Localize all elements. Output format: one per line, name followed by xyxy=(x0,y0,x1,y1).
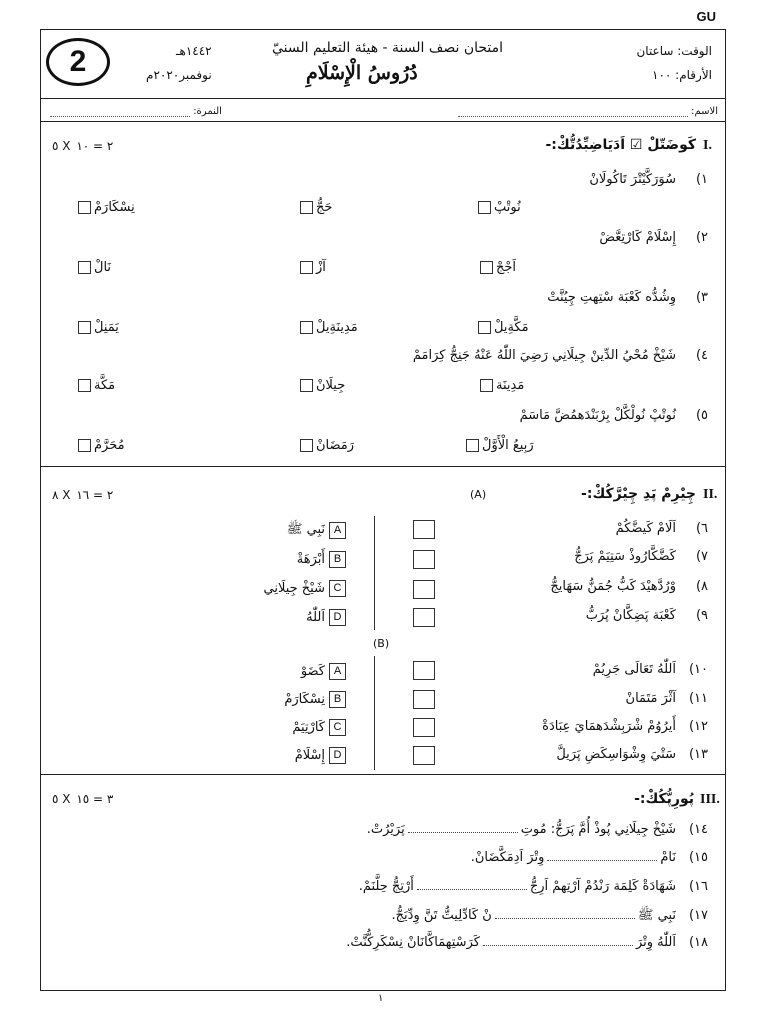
match-option-a: A نَبِي ﷺ xyxy=(287,521,346,540)
answer-blank[interactable] xyxy=(547,850,657,861)
q5-option-2[interactable]: رَمَضَانْ xyxy=(300,438,354,453)
checkbox-icon[interactable] xyxy=(300,439,313,452)
match-item-8: ٨)وْرُدَّهيْدَ كَبُّ جُمَنُّ سَهَايجُّ xyxy=(550,579,708,594)
checkbox-icon[interactable] xyxy=(300,201,313,214)
answer-box[interactable] xyxy=(413,661,435,680)
part-b-label: (B) xyxy=(373,637,390,650)
time-label: الوقت: ساعتان xyxy=(636,44,712,58)
page-number: ١ xyxy=(378,993,384,1004)
match-option-d: D إِسْلَامْ xyxy=(295,747,346,764)
section-1-divider xyxy=(40,466,726,467)
checkbox-icon[interactable] xyxy=(78,439,91,452)
checkbox-icon[interactable] xyxy=(480,261,493,274)
answer-blank[interactable] xyxy=(495,908,635,919)
checkbox-icon[interactable] xyxy=(78,321,91,334)
q3-option-3[interactable]: يَمَنِلْ xyxy=(78,320,119,335)
name-blank xyxy=(458,107,688,117)
match-option-b: B نِسْكَارَمْ xyxy=(284,691,346,708)
q1-option-3[interactable]: نِسْكَارَمْ xyxy=(78,200,135,215)
q2-option-3[interactable]: نَالْ xyxy=(78,260,111,275)
fill-item-17: ١٧)نَبِي ﷺنْ كَادِّلِيتُّ تَنَّ وِدِّيَجُّ. xyxy=(391,908,708,923)
question-4: ٤)شَيْخْ مُحْيُ الدِّينْ جِيلَانِي رَضِيَ اللّٰهُ عَنْهُ جَنِجُّ كِرَامَمْ xyxy=(412,348,708,363)
fill-item-15: ١٥)نَامْوِتْرَ اَدِمَكَّضَانْ. xyxy=(470,850,708,865)
q4-option-1[interactable]: مَدِينَة xyxy=(480,378,524,393)
q1-option-2[interactable]: حَجُّ xyxy=(300,200,332,215)
match-option-a: A كَضَوْ xyxy=(301,663,346,680)
question-1: ١)سُوَرَكَّيْتْرَ تَاكُولَانْ xyxy=(589,172,708,187)
name-field[interactable] xyxy=(458,106,718,117)
fill-item-14: ١٤)شَيْخْ جِيلَانِي پُوذْ أُمَّ پَرَجُّ: مُوتِپَرَيْرُتْ. xyxy=(366,822,708,837)
checkbox-icon[interactable] xyxy=(300,261,313,274)
fill-item-18: ١٨)اَللّٰهُ وِتْرَكَرَسْتِهمَاكَّانَانْ نِسْكَرِكُّنَّتْ. xyxy=(346,935,708,950)
hijri-date: ١٤٤٢هـ xyxy=(176,44,212,58)
exam-title: امتحان نصف السنة - هيئة التعليم السنيّ xyxy=(272,40,504,56)
checkbox-icon[interactable] xyxy=(466,439,479,452)
q4-option-3[interactable]: مَكَّة xyxy=(78,378,115,393)
section-1-title: كَوضَتّلْ ☑ اَدَيَاضِبِّدُتُّكْ:- xyxy=(545,137,696,153)
checkbox-icon[interactable] xyxy=(78,379,91,392)
match-option-b: B أَبْرَهَةْ xyxy=(297,551,346,568)
checkbox-icon[interactable] xyxy=(300,321,313,334)
header-divider xyxy=(40,98,726,99)
column-divider xyxy=(374,516,375,630)
answer-box[interactable] xyxy=(413,580,435,599)
section-3-title: پُورِپُّكُكْ:- xyxy=(634,791,694,807)
q5-option-3[interactable]: مُحَرَّمْ xyxy=(78,438,125,453)
answer-box[interactable] xyxy=(413,520,435,539)
grade-blank xyxy=(50,107,190,117)
fill-item-16: ١٦)شَهَادَةْ كَلِمَة رَنْدُمْ آرْتِهمْ اَرِجُّأَرْتِجُّ حِلَّنَمْ. xyxy=(358,879,708,894)
section-2-marks: ٨ X ٢ = ١٦ xyxy=(52,488,114,502)
gregorian-date: نوفمبر٢٠٢٠م xyxy=(146,68,212,82)
column-divider xyxy=(374,656,375,770)
match-item-13: ١٣)سَتْيَ وِشْوَاسِكَضِ پَرَيلَّ xyxy=(556,747,708,762)
subject-title: دُرُوسُ الْإِسْلَامِ xyxy=(306,62,418,84)
section-1-marks: ٥ X ٢ = ١٠ xyxy=(52,139,114,153)
match-item-10: ١٠)اَللّٰهُ تَعَالَى جَرِيُمْ xyxy=(592,662,708,677)
q5-option-1[interactable]: رَبِيعُ الْأَوَّلْ xyxy=(466,438,534,453)
match-item-9: ٩)كَعْبَة پَضِكَّانْ پُرَبُّ xyxy=(585,608,708,623)
part-a-label: (A) xyxy=(470,488,487,501)
checkbox-icon[interactable] xyxy=(78,201,91,214)
roll-badge: 2 xyxy=(46,38,110,86)
checkbox-icon[interactable] xyxy=(480,379,493,392)
answer-box[interactable] xyxy=(413,608,435,627)
match-option-c: C كَارْتِيَمْ xyxy=(292,719,346,736)
grade-label: النمرة: xyxy=(193,106,222,117)
q3-option-2[interactable]: مَدِينَةِيلْ xyxy=(300,320,358,335)
name-divider xyxy=(40,121,726,122)
question-3: ٣)وِشُدُّه كَعْبَة سْتِهتِ چِيُنَّتْ xyxy=(547,290,708,305)
section-3-number: III. xyxy=(700,792,720,807)
q2-option-1[interactable]: اَجْجْ xyxy=(480,260,516,275)
checkbox-icon[interactable] xyxy=(78,261,91,274)
grade-field[interactable] xyxy=(50,106,222,117)
name-label: الاسم: xyxy=(691,106,718,117)
q1-option-1[interactable]: نُوتْپْ xyxy=(478,200,521,215)
checkbox-icon[interactable] xyxy=(300,379,313,392)
question-5: ٥)نُوتْپْ نُولْكَّلْ بِرْبَنْدَهمُضَّ مَاسَمْ xyxy=(519,408,708,423)
section-2-title: چِيْرِمْ پَدِ چِيْرَّكُكْ:- xyxy=(581,486,696,502)
match-option-c: C شَيْخْ جِيلَانِي xyxy=(263,580,346,597)
match-item-6: ٦)اَلَامْ كَيضَّكُمْ xyxy=(615,521,708,536)
match-item-11: ١١)آثْرَ مَتَمَانْ xyxy=(625,691,708,706)
checkbox-icon[interactable] xyxy=(478,321,491,334)
answer-box[interactable] xyxy=(413,550,435,569)
match-item-7: ٧)كَضَّكَّارُوذْ سَتِيَمْ پَرَجُّ xyxy=(574,549,708,564)
document-code: GU xyxy=(696,9,716,24)
answer-box[interactable] xyxy=(413,690,435,709)
checkbox-icon[interactable] xyxy=(478,201,491,214)
max-marks-label: الأرقام: ١٠٠ xyxy=(652,68,712,82)
section-2-number: II. xyxy=(703,487,718,502)
match-item-12: ١٢)أَيرُوُمْ شْرَبِشْدَهمَايَ عِبَادَةْ xyxy=(542,719,708,734)
answer-blank[interactable] xyxy=(408,822,518,833)
section-2-divider xyxy=(40,774,726,775)
answer-box[interactable] xyxy=(413,718,435,737)
match-option-d: D اَللّٰهُ xyxy=(306,609,346,626)
q4-option-2[interactable]: جِيلَانْ xyxy=(300,378,345,393)
section-1-number: I. xyxy=(703,138,712,153)
answer-blank[interactable] xyxy=(483,935,633,946)
answer-box[interactable] xyxy=(413,746,435,765)
q3-option-1[interactable]: مَكَّةِيلْ xyxy=(478,320,529,335)
question-2: ٢)إِسْلَامْ كَارْتِعَّضْ xyxy=(599,230,708,245)
answer-blank[interactable] xyxy=(417,879,527,890)
q2-option-2[interactable]: آزْ xyxy=(300,260,326,275)
section-3-marks: ٥ X ٣ = ١٥ xyxy=(52,792,114,806)
